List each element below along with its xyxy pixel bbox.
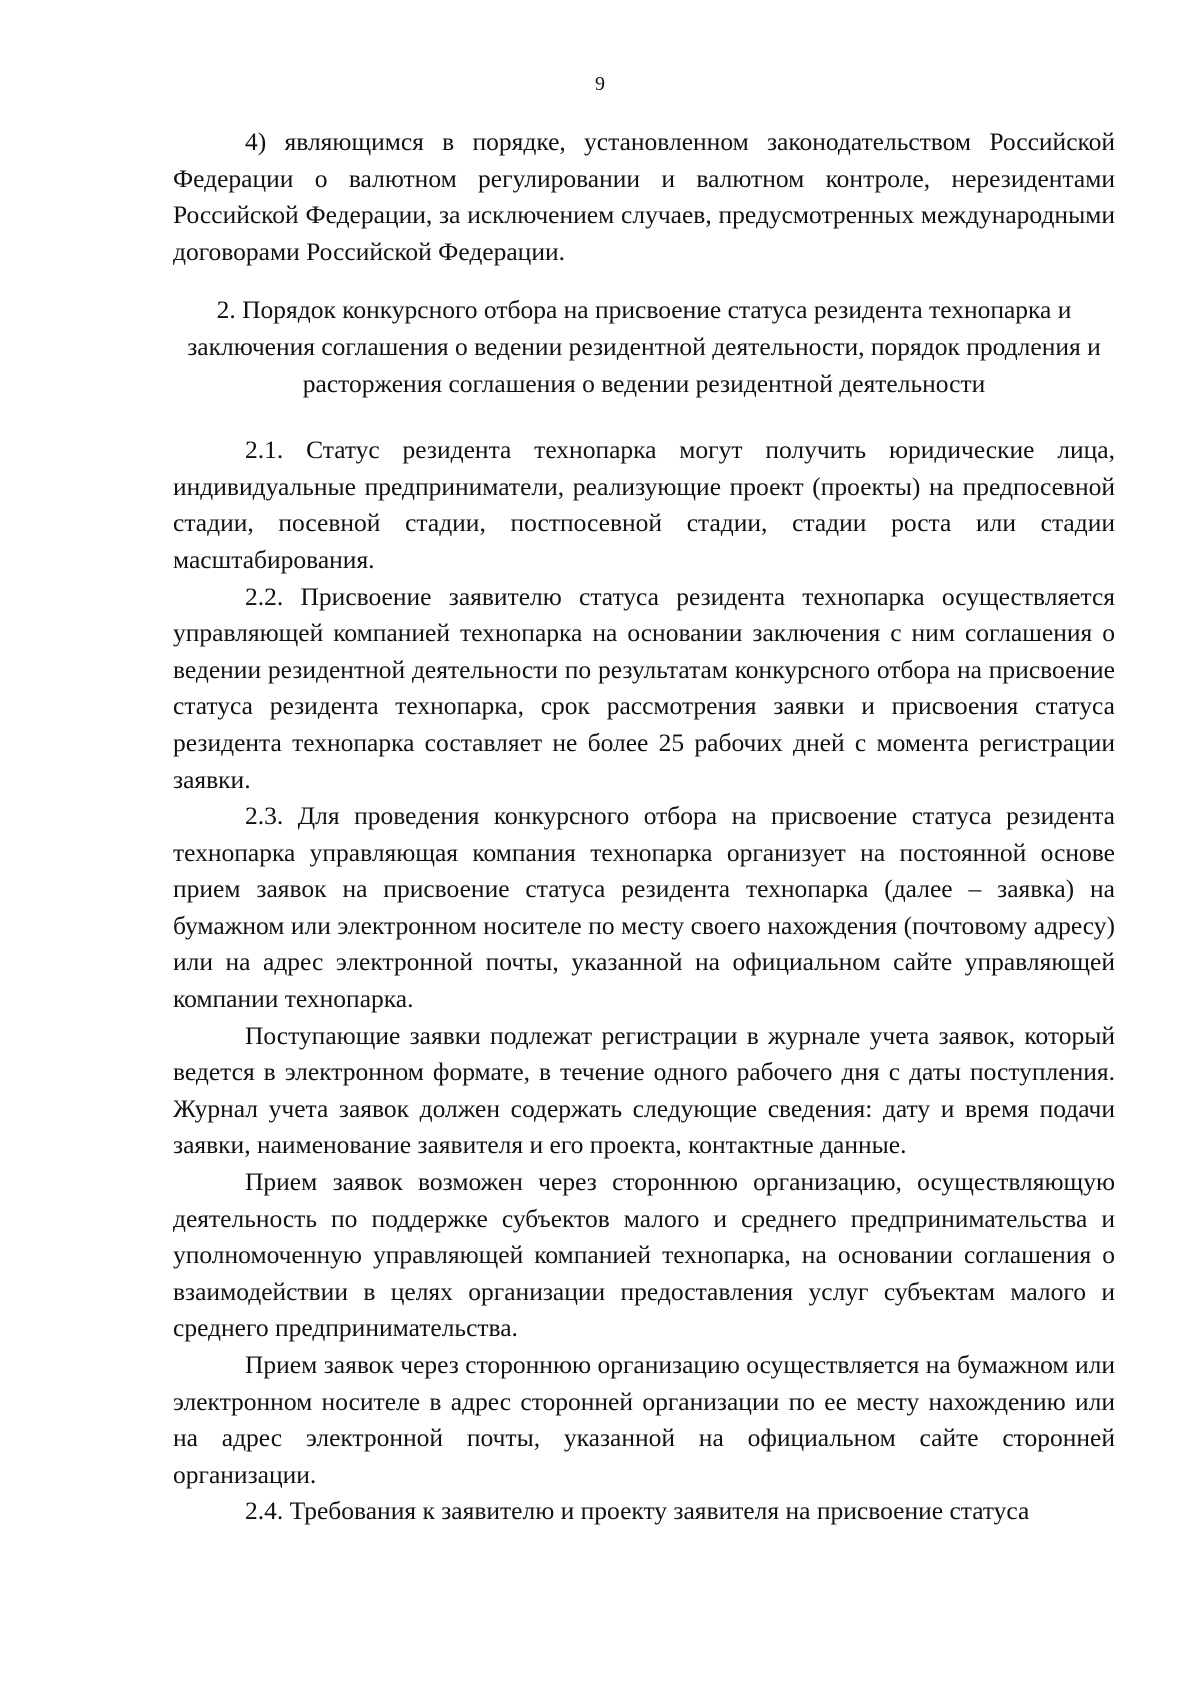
paragraph-third-party-delivery: Прием заявок через стороннюю организацию осуществляется на бумажном или электронном носителе в адрес сторонней организации по ее месту нахождению или на адрес электронной почты, указанной на официальном сайте сторонней организации. [173, 1350, 1115, 1489]
section-heading: 2. Порядок конкурсного отбора на присвоение статуса резидента технопарка и заключения соглашения о ведении резидентной деятельности, порядок продления и расторжения соглашения о ведении резидентной деятельности [187, 295, 1101, 398]
paragraph-2-3: 2.3. Для проведения конкурсного отбора на присвоение статуса резидента технопарка управляющая компания технопарка организует на постоянной основе прием заявок на присвоение статуса резидента технопарка (далее – заявка) на бумажном или электронном носителе по месту своего нахождения (почтовому адресу) или на адрес электронной почты, указанной на официальном сайте управляющей компании технопарка. [173, 801, 1115, 1014]
document-body [173, 124, 1115, 1530]
paragraph-item-4: 4) являющимся в порядке, установленном законодательством Российской Федерации о валютном регулировании и валютном контроле, нерезидентами Российской Федерации, за исключением случаев, предусмотренных международными договорами Российской Федерации. [173, 127, 1115, 266]
paragraph-2-2: 2.2. Присвоение заявителю статуса резидента технопарка осуществляется управляющей компанией технопарка на основании заключения с ним соглашения о ведении резидентной деятельности по результатам конкурсного отбора на присвоение статуса резидента технопарка, срок рассмотрения заявки и присвоения статуса резидента технопарка составляет не более 25 рабочих дней с момента регистрации заявки. [173, 581, 1115, 794]
page-number: 9 [595, 73, 605, 95]
paragraph-registration: Поступающие заявки подлежат регистрации в журнале учета заявок, который ведется в электронном формате, в течение одного рабочего дня с даты поступления. Журнал учета заявок должен содержать следующие сведения: дату и время подачи заявки, наименование заявителя и его проекта, контактные данные. [173, 1020, 1115, 1160]
paragraph-third-party-acceptance: Прием заявок возможен через стороннюю организацию, осуществляющую деятельность по поддержке субъектов малого и среднего предпринимательства и уполномоченную управляющей компанией технопарка, на основании соглашения о взаимодействии в целях организации предоставления услуг субъектам малого и среднего предпринимательства. [173, 1167, 1115, 1343]
paragraph-2-1: 2.1. Статус резидента технопарка могут получить юридические лица, индивидуальные предприниматели, реализующие проект (проекты) на предпосевной стадии, посевной стадии, постпосевной стадии, стадии роста или стадии масштабирования. [173, 435, 1115, 574]
paragraph-2-4: 2.4. Требования к заявителю и проекту заявителя на присвоение статуса [245, 1496, 1030, 1526]
